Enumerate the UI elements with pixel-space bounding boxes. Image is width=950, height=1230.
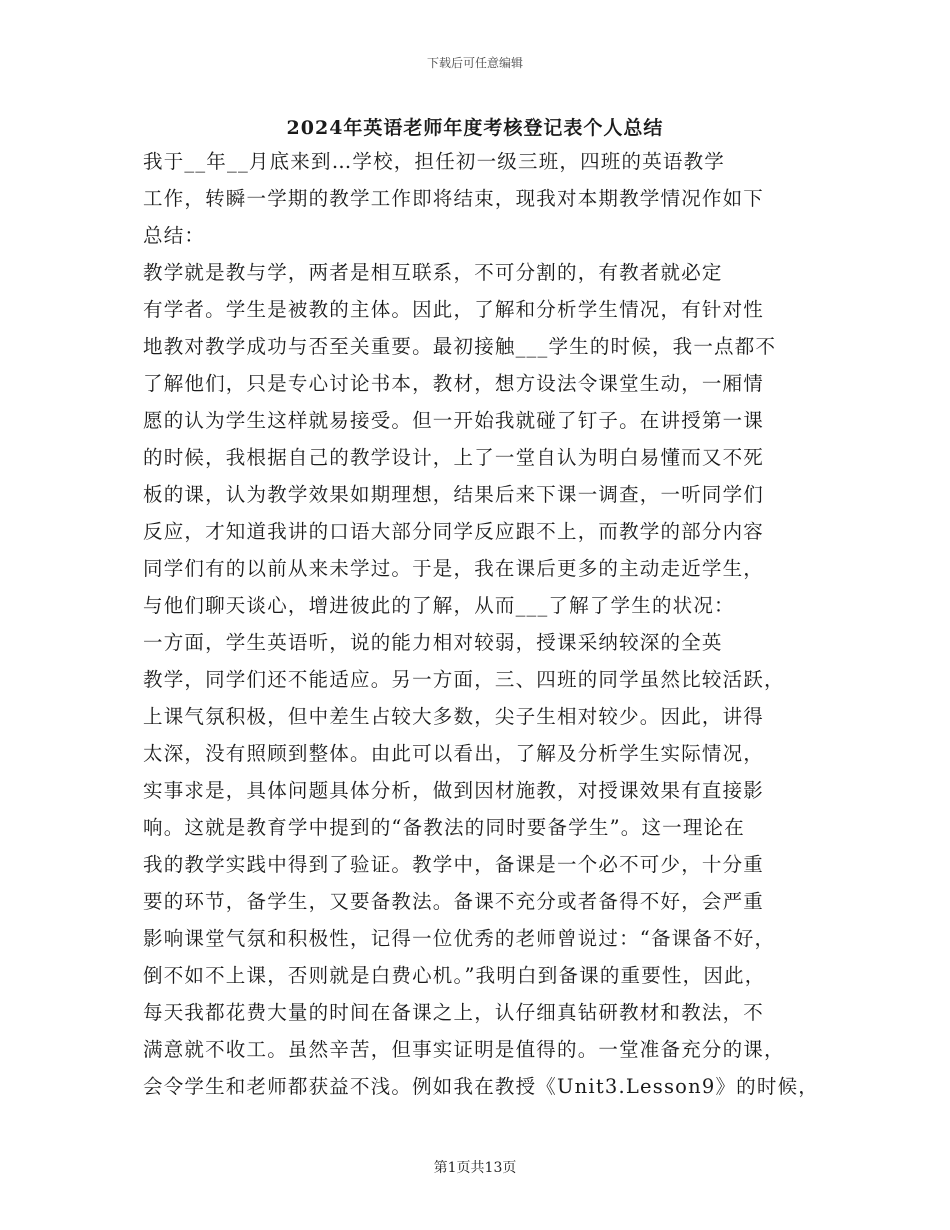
header-note: 下载后可任意编辑 bbox=[426, 56, 523, 70]
text-line: 响。这就是教育学中提到的“备教法的同时要备学生”。这一理论在 bbox=[143, 816, 745, 839]
text-line: 教学，同学们还不能适应。另一方面，三、四班的同学虽然比较活跃， bbox=[143, 668, 785, 691]
text-line: 倒不如不上课，否则就是白费心机。”我明白到备课的重要性，因此， bbox=[143, 964, 766, 987]
text-line: 总结： bbox=[143, 224, 206, 247]
text-line: 板的课，认为教学效果如期理想，结果后来下课一调查，一听同学们 bbox=[143, 483, 765, 506]
text-line: 太深，没有照顾到整体。由此可以看出，了解及分析学生实际情况， bbox=[143, 742, 765, 765]
text-line: 每天我都花费大量的时间在备课之上，认仔细真钻研教材和教法，不 bbox=[143, 1001, 765, 1024]
text-line: 会令学生和老师都获益不浅。例如我在教授《Unit3.Lesson9》的时候， bbox=[143, 1075, 819, 1098]
text-line: 满意就不收工。虽然辛苦，但事实证明是值得的。一堂准备充分的课， bbox=[143, 1038, 785, 1061]
text-line: 我的教学实践中得到了验证。教学中，备课是一个必不可少，十分重 bbox=[143, 853, 765, 876]
text-line: 我于__年__月底来到…学校，担任初一级三班，四班的英语教学 bbox=[143, 150, 726, 173]
text-line: 愿的认为学生这样就易接受。但一开始我就碰了钉子。在讲授第一课 bbox=[143, 409, 765, 432]
text-line: 工作，转瞬一学期的教学工作即将结束，现我对本期教学情况作如下 bbox=[143, 187, 765, 210]
text-line: 实事求是，具体问题具体分析，做到因材施教，对授课效果有直接影 bbox=[143, 779, 765, 802]
text-line: 一方面，学生英语听，说的能力相对较弱，授课采纳较深的全英 bbox=[143, 631, 723, 654]
text-line: 与他们聊天谈心，增进彼此的了解，从而___了解了学生的状况： bbox=[143, 594, 735, 617]
text-line: 影响课堂气氛和积极性，记得一位优秀的老师曾说过：“备课备不好， bbox=[143, 927, 776, 950]
text-line: 上课气氛积极，但中差生占较大多数，尖子生相对较少。因此，讲得 bbox=[143, 705, 765, 728]
text-line: 地教对教学成功与否至关重要。最初接触___学生的时候，我一点都不 bbox=[143, 335, 777, 358]
document-body bbox=[143, 143, 819, 1105]
page-number: 第1页共13页 bbox=[433, 1160, 517, 1176]
text-line: 有学者。学生是被教的主体。因此，了解和分析学生情况，有针对性 bbox=[143, 298, 765, 321]
text-line: 教学就是教与学，两者是相互联系，不可分割的，有教者就必定 bbox=[143, 261, 723, 284]
text-line: 要的环节，备学生，又要备教法。备课不充分或者备得不好，会严重 bbox=[143, 890, 765, 913]
text-line: 的时候，我根据自己的教学设计，上了一堂自认为明白易懂而又不死 bbox=[143, 446, 765, 469]
text-line: 同学们有的以前从来未学过。于是，我在课后更多的主动走近学生， bbox=[143, 557, 765, 580]
text-line: 了解他们，只是专心讨论书本，教材，想方设法令课堂生动，一厢情 bbox=[143, 372, 765, 395]
document-title: 2024年英语老师年度考核登记表个人总结 bbox=[286, 117, 664, 139]
text-line: 反应，才知道我讲的口语大部分同学反应跟不上，而教学的部分内容 bbox=[143, 520, 765, 543]
